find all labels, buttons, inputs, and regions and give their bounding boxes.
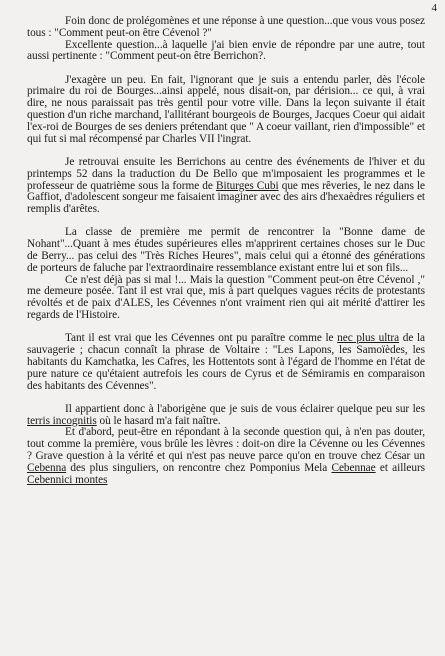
paragraph-p3: J'exagère un peu. En fait, l'ignorant que je suis a entendu parler, dès l'école primaire du roi de Bourges...ainsi appelé, nous disait-on, par dérision... ce qui, à vrai dire, ne nous paraissait pas très gentil pour votre ville. Dans la leçon suivante il était question d'un riche marchand, l'allitérant bourgeois de Bourges, Jacques Coeur qui aidait l'ex-roi de Bourges de ses deniers prétendant que " A coeur vaillant, rien d'impossible" et qui fut si mal récompensé par Charles VII l'ingrat. — [27, 73, 425, 145]
paragraph-p9 — [27, 427, 425, 486]
text-segment: Il appartient donc à l'aborigène que je suis de vous éclairer quelque peu sur les — [65, 402, 425, 415]
paragraph-p7 — [27, 333, 425, 392]
paragraph-p5: La classe de première me permit de rencontrer la "Bonne dame de Nohant"...Quant à mes études supérieures elles m'apprirent certaines choses sur le Duc de Berry... pas celui des "Très Riches Heures", mais celui qui a étonné des générations de porteurs de faluche par l'extraordinaire ressemblance existant entre lui et son fils... — [27, 226, 425, 274]
underlined-term: Cebennae — [331, 461, 376, 474]
text-segment: Tant il est vrai que les Cévennes ont pu paraître comme le — [65, 332, 338, 345]
underlined-term: terris incognitis — [27, 414, 97, 427]
text-segment: Et d'abord, peut-être en répondant à la seconde question qui, à n'en pas douter, tout comme la première, vous brûle les lèvres : doit-on dire la Cévenne ou les Cévennes ? Grave question à la vérité et qui n'est pas neuve parce qu'on en trouve chez César un — [27, 426, 425, 462]
underlined-term: nec plus ultra — [337, 332, 400, 345]
text-segment: et ailleurs — [375, 461, 426, 474]
underlined-term: Cebenna — [27, 461, 67, 474]
text-segment: que mes rêveries, le nez dans le Gaffiot, d'adolescent songeur me faisaient imaginer avec des airs d'hexaèdres réguliers et remplis d'arêtes. — [27, 179, 425, 216]
text-segment: des plus singuliers, on rencontre chez Pomponius Mela — [66, 461, 332, 474]
paragraph-p8 — [27, 404, 425, 428]
underlined-term: Biturges Cubi — [216, 179, 279, 192]
document-body — [27, 16, 425, 486]
text-segment: Je retrouvai ensuite les Berrichons au centre des événements de l'hiver et du printemps 52 dans la traduction du De Bello que m'imposaient les programmes et le professeur de quatrième sous la forme de — [27, 155, 425, 192]
paragraph-p4 — [27, 157, 425, 216]
text-segment: de la sauvagerie ; chacun connaît la phrase de Voltaire : "Les Lapons, les Samoïèdes, les habitants du Kamchatka, les Cafres, les Hottentots sont à l'égard de l'homme en l'état de pure nature ce qu'étaient autrefois les cours de Cyrus et de Sémiramis en comparaison des habitants des Cévennes". — [27, 332, 425, 392]
text-segment: où le hasard m'a fait naître. — [96, 414, 221, 427]
underlined-term: Cebennici montes — [27, 473, 108, 486]
paragraph-p2: Excellente question...à laquelle j'ai bien envie de répondre par une autre, tout aussi pertinente : "Comment peut-on être Berrichon?. — [27, 38, 425, 63]
paragraph-gap — [27, 63, 425, 75]
paragraph-p6: Ce n'est déjà pas si mal !... Mais la question "Comment peut-on être Cévenol ," me demeure posée. Tant il est vrai que, mis à part quelques vagues récits de protestants révoltés et de paix d'ALES, les Cévennes n'ont vraiment rien qui ait mérité d'attirer les regards de l'Histoire. — [27, 273, 425, 322]
page-number: 4 — [431, 2, 437, 14]
paragraph-p1: Foin donc de prolégomènes et une réponse à une question...que vous vous posez tous : "Comment peut-on être Cévenol ?" — [27, 15, 425, 39]
